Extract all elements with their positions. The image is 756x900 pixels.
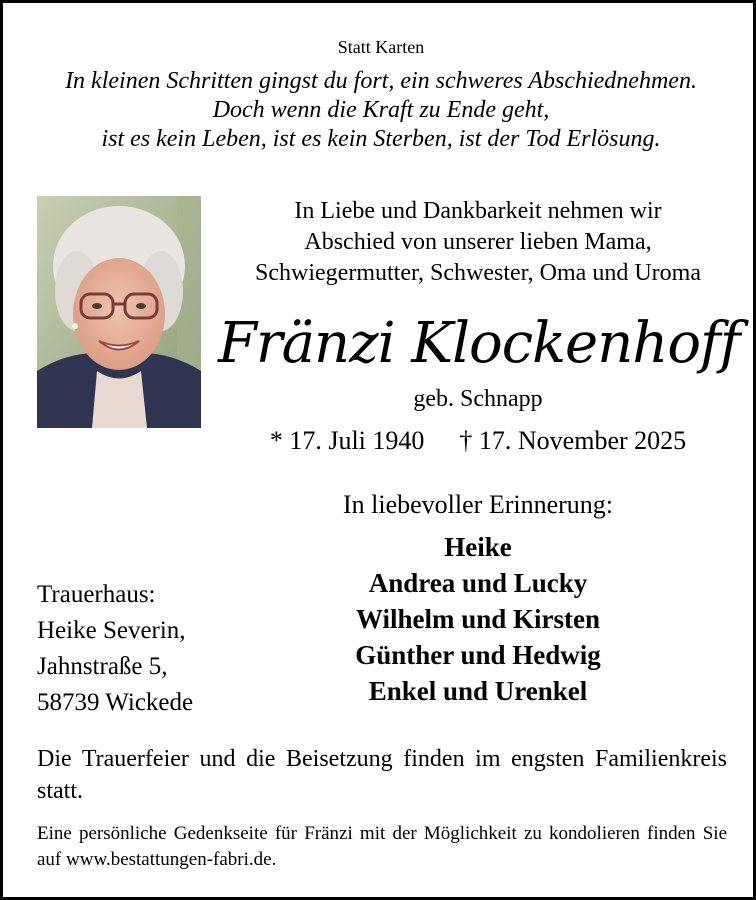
mourner-name: Enkel und Urenkel (368, 676, 588, 706)
mourner-name: Heike (444, 532, 512, 562)
trauerhaus-line: Heike Severin, (37, 617, 186, 644)
mourner-name: Andrea und Lucky (368, 568, 588, 598)
deceased-name: Fränzi Klockenhoff (218, 311, 740, 376)
verse-line-3: ist es kein Leben, ist es kein Sterben, ist der Tod Erlösung. (101, 126, 661, 152)
mourners-list (218, 529, 738, 709)
mourner-name: Günther und Hedwig (355, 640, 601, 670)
mourner-name: Wilhelm und Kirsten (355, 604, 601, 634)
intro-line-1: In Liebe und Dankbarkeit nehmen wir (294, 198, 662, 224)
portrait-photo (37, 196, 201, 428)
statt-karten: Statt Karten (337, 37, 425, 57)
memorial-page-notice: Eine persönliche Gedenkseite für Fränzi mit der Möglichkeit zu kondolieren finden Sie auf www.bestattungen-fabri.de. (37, 823, 727, 870)
verse (3, 67, 756, 154)
verse-line-2: Doch wenn die Kraft zu Ende geht, (212, 97, 550, 123)
mourners-heading: In liebevoller Erinnerung: (342, 490, 614, 519)
trauerhaus-line: Jahnstraße 5, (37, 653, 168, 680)
birth-name: geb. Schnapp (413, 386, 543, 412)
verse-line-1: In kleinen Schritten gingst du fort, ein schweres Abschiednehmen. (65, 68, 697, 94)
intro-text (218, 196, 738, 289)
intro-line-3: Schwiegermutter, Schwester, Oma und Uroma (255, 260, 701, 286)
trauerhaus-address (37, 577, 227, 721)
trauerhaus-line: Trauerhaus: (37, 581, 156, 608)
trauerhaus-line: 58739 Wickede (37, 689, 194, 716)
death-date: † 17. November 2025 (459, 426, 687, 455)
funeral-notice: Die Trauerfeier und die Beisetzung finden im engsten Familienkreis statt. (37, 746, 727, 804)
birth-date: * 17. Juli 1940 (269, 426, 425, 455)
life-dates (218, 426, 738, 456)
intro-line-2: Abschied von unserer lieben Mama, (304, 229, 652, 255)
